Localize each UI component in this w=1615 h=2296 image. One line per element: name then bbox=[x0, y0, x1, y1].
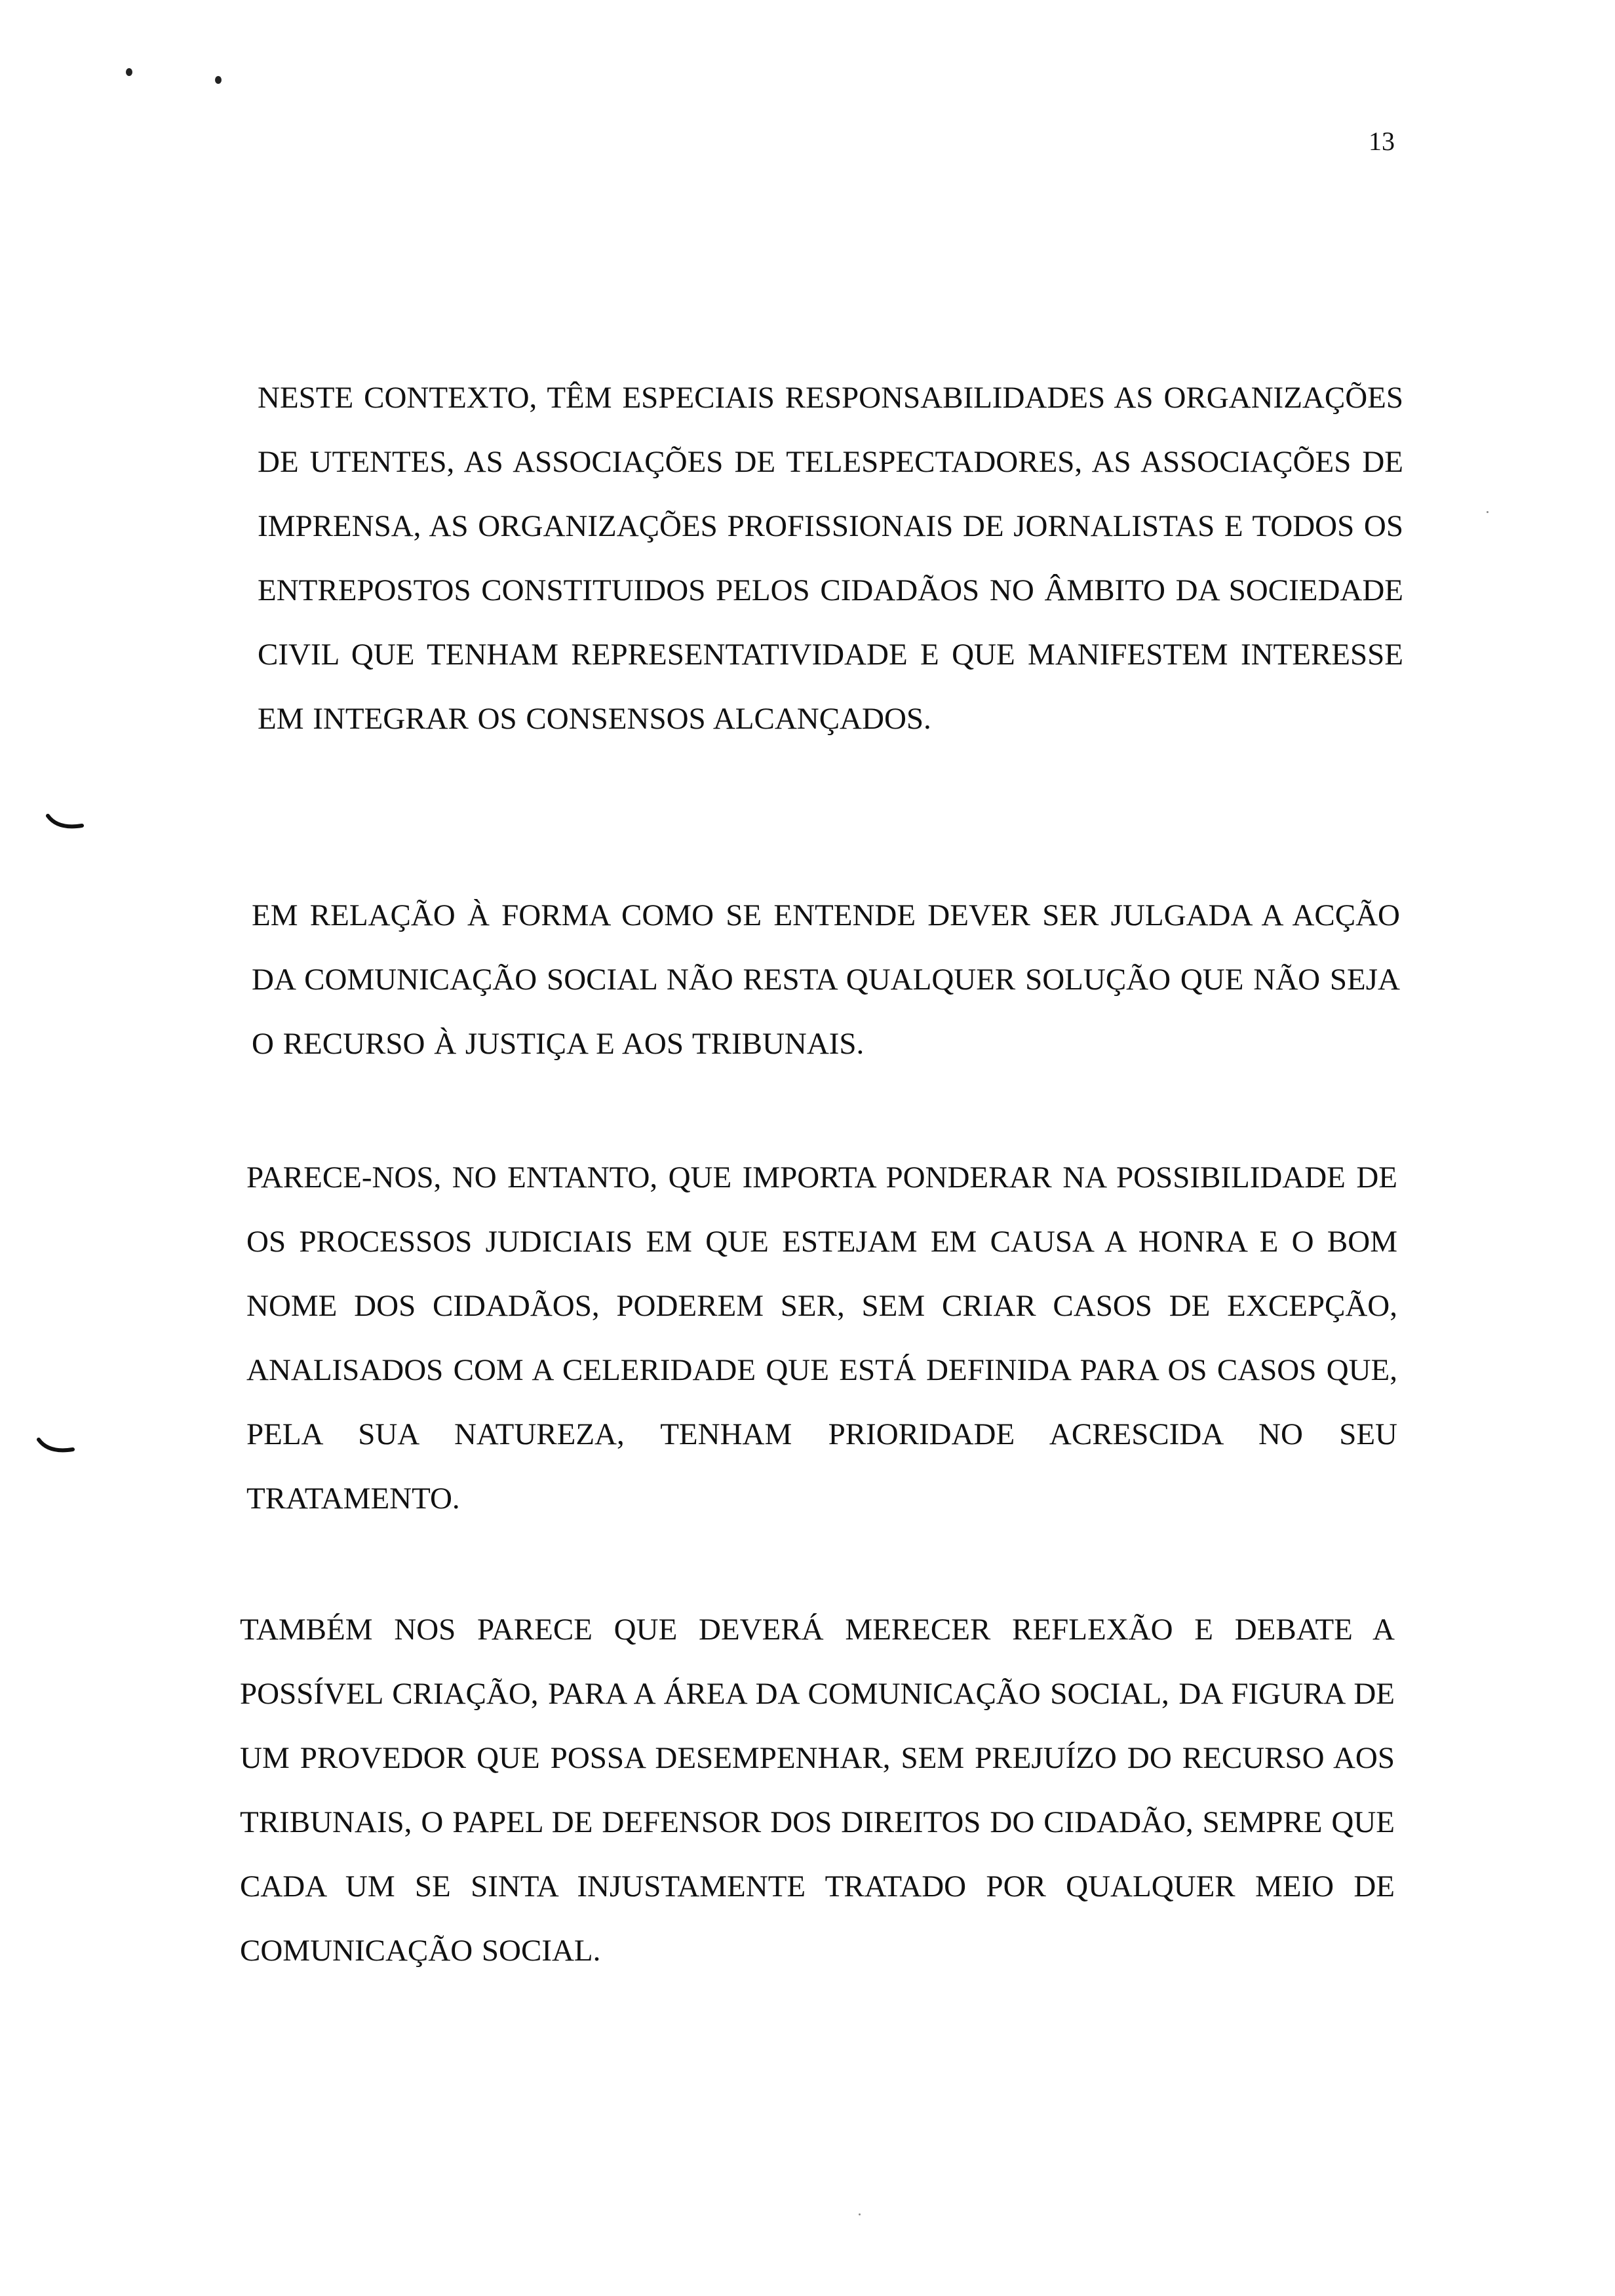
paragraph: PARECE-NOS, NO ENTANTO, QUE IMPORTA PONDERAR NA POSSIBILIDADE DE OS PROCESSOS JUDICIAIS EM QUE ESTEJAM EM CAUSA A HONRA E O BOM NOME DOS CIDADÃOS, PODEREM SER, SEM CRIAR CASOS DE EXCEPÇÃO, ANALISADOS COM A CELERIDADE QUE ESTÁ DEFINIDA PARA OS CASOS QUE, PELA SUA NATUREZA, TENHAM PRIORIDADE ACRESCIDA NO SEU TRATAMENTO. bbox=[246, 1160, 1397, 1516]
page-number: 13 bbox=[1369, 126, 1395, 156]
punch-hole-mark bbox=[215, 76, 222, 84]
paragraph: EM RELAÇÃO À FORMA COMO SE ENTENDE DEVER SER JULGADA A ACÇÃO DA COMUNICAÇÃO SOCIAL NÃO RESTA QUALQUER SOLUÇÃO QUE NÃO SEJA O RECURSO À JUSTIÇA E AOS TRIBUNAIS. bbox=[252, 898, 1400, 1061]
punch-hole-mark bbox=[126, 68, 132, 76]
scan-speck bbox=[859, 2213, 861, 2215]
margin-check-mark-icon bbox=[46, 814, 84, 831]
paragraph: TAMBÉM NOS PARECE QUE DEVERÁ MERECER REFLEXÃO E DEBATE A POSSÍVEL CRIAÇÃO, PARA A ÁREA DA COMUNICAÇÃO SOCIAL, DA FIGURA DE UM PROVEDOR QUE POSSA DESEMPENHAR, SEM PREJUÍZO DO RECURSO AOS TRIBUNAIS, O PAPEL DE DEFENSOR DOS DIREITOS DO CIDADÃO, SEMPRE QUE CADA UM SE SINTA INJUSTAMENTE TRATADO POR QUALQUER MEIO DE COMUNICAÇÃO SOCIAL. bbox=[240, 1613, 1395, 1968]
paragraph: NESTE CONTEXTO, TÊM ESPECIAIS RESPONSABILIDADES AS ORGANIZAÇÕES DE UTENTES, AS ASSOCIAÇÕES DE TELESPECTADORES, AS ASSOCIAÇÕES DE IMPRENSA, AS ORGANIZAÇÕES PROFISSIONAIS DE JORNALISTAS E TODOS OS ENTREPOSTOS CONSTITUIDOS PELOS CIDADÃOS NO ÂMBITO DA SOCIEDADE CIVIL QUE TENHAM REPRESENTATIVIDADE E QUE MANIFESTEM INTERESSE EM INTEGRAR OS CONSENSOS ALCANÇADOS. bbox=[258, 381, 1403, 736]
scan-speck bbox=[1487, 511, 1489, 513]
margin-check-mark-icon bbox=[37, 1438, 75, 1455]
